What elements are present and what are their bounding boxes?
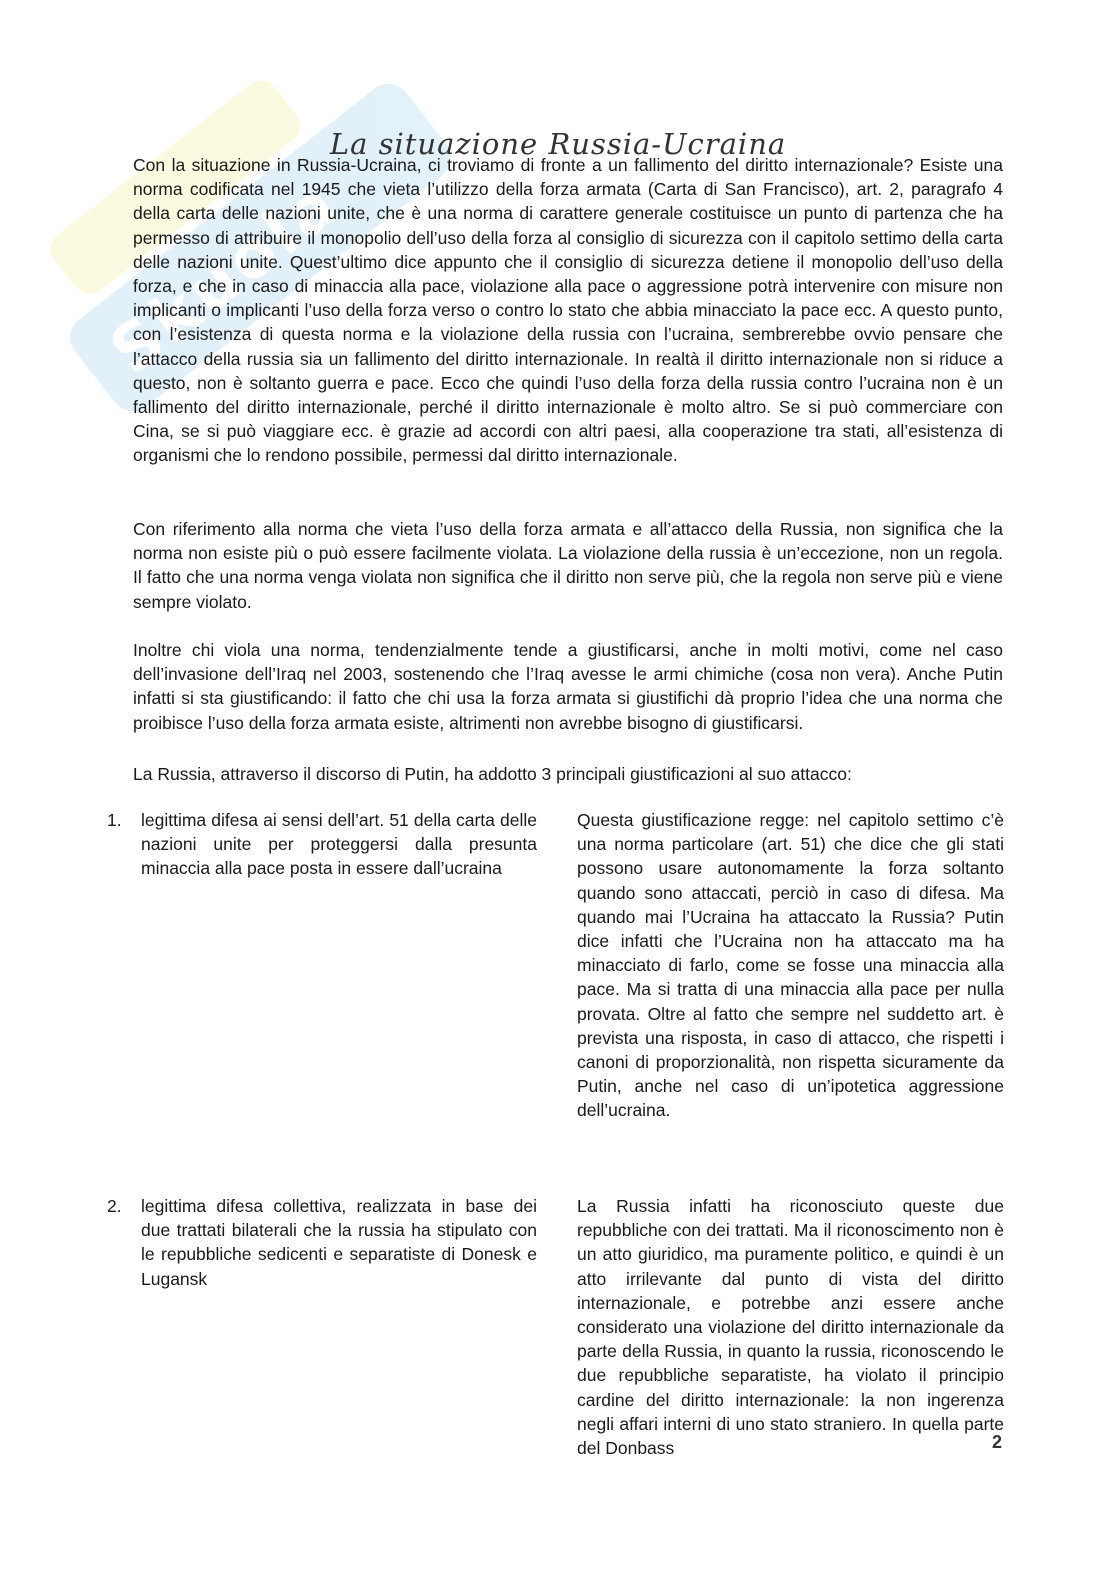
justification-item-1 <box>107 808 537 881</box>
justification-claim: legittima difesa collettiva, realizzata in base dei due trattati bilaterali che la russia ha stipulato con le repubbliche sedicenti e separatiste di Donesk e Lugansk <box>141 1196 537 1289</box>
watermark-text: Skuola <box>97 166 354 390</box>
justification-item-2 <box>107 1194 537 1291</box>
paragraph-list-intro: La Russia, attraverso il discorso di Putin, ha addotto 3 principali giustificazioni al suo attacco: <box>133 764 852 784</box>
list-number: 1. <box>107 810 122 830</box>
justification-response-2: La Russia infatti ha riconosciuto queste due repubbliche con dei trattati. Ma il riconoscimento non è un atto giuridico, ma puramente politico, e quindi è un atto irrilevante dal punto di vista del diritto internazionale, e potrebbe anzi essere anche considerato una violazione del diritto internazionale da parte della Russia, in quanto la russia, riconoscendo le due repubbliche separatiste, ha violato il principio cardine del diritto internazionale: la non ingerenza negli affari interni di uno stato straniero. In quella parte del Donbass <box>577 1196 1004 1459</box>
paragraph-norm: Con riferimento alla norma che vieta l’uso della forza armata e all’attacco della Russia, non significa che la norma non esiste più o può essere facilmente violata. La violazione della russia è un’eccezione, non un regola. Il fatto che una norma venga violata non significa che il diritto non serve più, che la regola non serve più e viene sempre violato. <box>133 519 1003 612</box>
page-number: 2 <box>991 1432 1002 1452</box>
page-title: La situazione Russia-Ucraina <box>329 127 787 162</box>
justification-claim: legittima difesa ai sensi dell’art. 51 della carta delle nazioni unite per proteggersi dalla presunta minaccia alla pace posta in essere dall’ucraina <box>141 810 537 879</box>
list-number: 2. <box>107 1196 122 1216</box>
paragraph-intro: Con la situazione in Russia-Ucraina, ci troviamo di fronte a un fallimento del diritto internazionale? Esiste una norma codificata nel 1945 che vieta l’utilizzo della forza armata (Carta di San Francisco), art. 2, paragrafo 4 della carta delle nazioni unite, che è una norma di carattere generale costituisce un punto di partenza che ha permesso di attribuire il monopolio dell’uso della forza al consiglio di sicurezza con il capitolo settimo della carta delle nazioni unite. Quest’ultimo dice appunto che il consiglio di sicurezza detiene il monopolio dell’uso della forza, e che in caso di minaccia alla pace, violazione alla pace o aggressione potrà intervenire con misure non implicanti o implicanti l’uso della forza verso o contro lo stato che abbia minacciato la pace ecc. A questo punto, con l’esistenza di questa norma e la violazione della russia con l’ucraina, sembrerebbe ovvio pensare che l’attacco della russia sia un fallimento del diritto internazionale. In realtà il diritto internazionale non si riduce a questo, non è soltanto guerra e pace. Ecco che quindi l’uso della forza della russia contro l’ucraina non è un fallimento del diritto internazionale, perché il diritto internazionale è molto altro. Se si può commerciare con Cina, se si può viaggiare ecc. è grazie ad accordi con altri paesi, alla cooperazione tra stati, all’esistenza di organismi che lo rendono possibile, permessi dal diritto internazionale. <box>133 155 1003 466</box>
paragraph-justification: Inoltre chi viola una norma, tendenzialmente tende a giustificarsi, anche in molti motivi, come nel caso dell’invasione dell’Iraq nel 2003, sostenendo che l’Iraq avesse le armi chimiche (cosa non vera). Anche Putin infatti si sta giustificando: il fatto che chi usa la forza armata si giustifichi dà proprio l’idea che una norma che proibisce l’uso della forza armata esiste, altrimenti non avrebbe bisogno di giustificarsi. <box>133 640 1003 733</box>
justification-response-1: Questa giustificazione regge: nel capitolo settimo c’è una norma particolare (art. 51) che dice che gli stati possono usare autonomamente la forza soltanto quando sono attaccati, perciò in caso di difesa. Ma quando mai l’Ucraina ha attaccato la Russia? Putin dice infatti che l’Ucraina non ha attaccato ma ha minacciato di farlo, come se fosse una minaccia alla pace. Ma si tratta di una minaccia alla pace per nulla provata. Oltre al fatto che sempre nel suddetto art. è prevista una risposta, in caso di attacco, che rispetti i canoni di proporzionalità, non rispetta sicuramente da Putin, anche nel caso di un’ipotetica aggressione dell’ucraina. <box>577 810 1004 1121</box>
